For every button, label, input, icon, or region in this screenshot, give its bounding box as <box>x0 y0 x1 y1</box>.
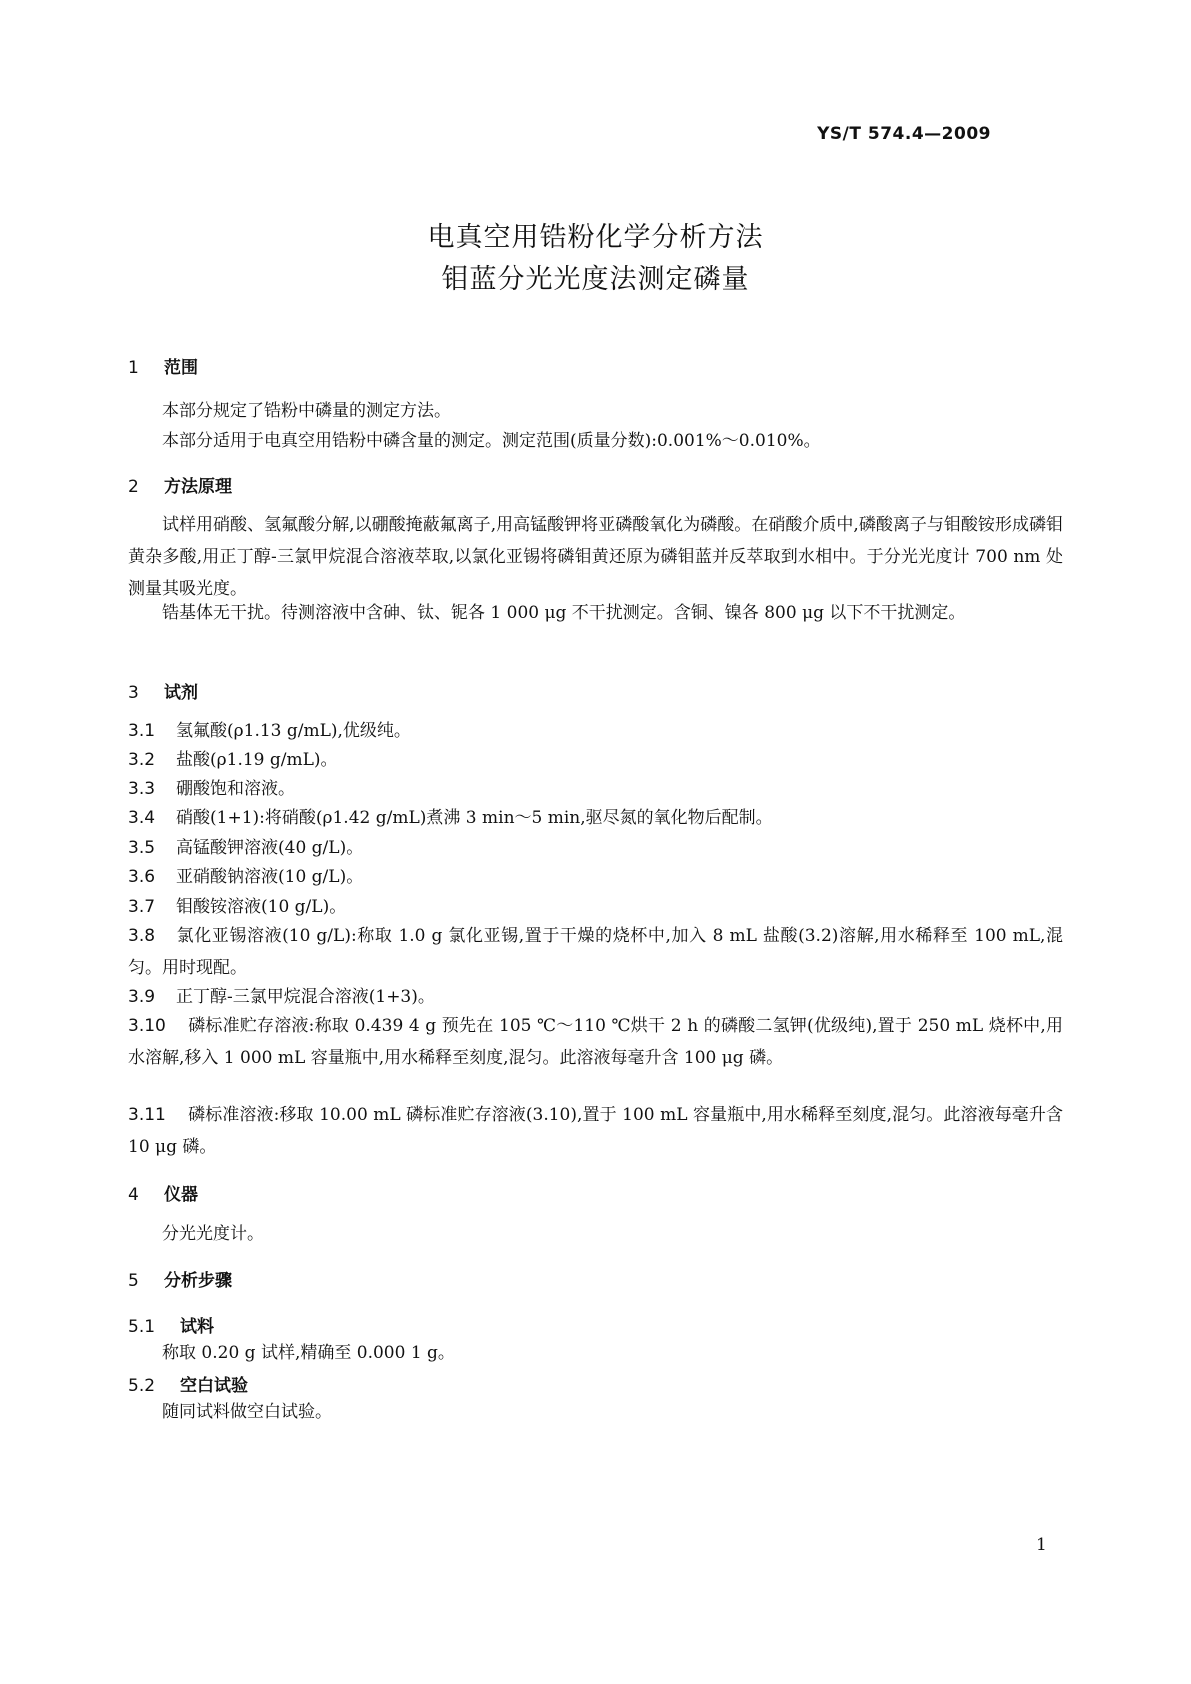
paragraph: 随同试料做空白试验。 <box>162 1402 332 1422</box>
item-text: 硝酸(1+1):将硝酸(ρ1.42 g/mL)煮沸 3 min～5 min,驱尽氮的氧化物后配制。 <box>176 808 773 828</box>
paragraph: 试样用硝酸、氢氟酸分解,以硼酸掩蔽氟离子,用高锰酸钾将亚磷酸氧化为磷酸。在硝酸介质中,磷酸离子与钼酸铵形成磷钼黄杂多酸,用正丁醇-三氯甲烷混合溶液萃取,以氯化亚锡将磷钼黄还原为磷钼蓝并反萃取到水相中。于分光光度计 700 nm 处测量其吸光度。 <box>128 515 1063 599</box>
reagent-item <box>128 832 1063 864</box>
item-text: 磷标准溶液:移取 10.00 mL 磷标准贮存溶液(3.10),置于 100 mL 容量瓶中,用水稀释至刻度,混匀。此溶液每毫升含 10 μg 磷。 <box>128 1105 1063 1157</box>
subsection-heading-test-portion <box>128 1312 214 1337</box>
item-text: 磷标准贮存溶液:称取 0.439 4 g 预先在 105 ℃～110 ℃烘干 2 h 的磷酸二氢钾(优级纯),置于 250 mL 烧杯中,用水溶解,移入 1 000 mL 容量瓶中,用水稀释至刻度,混匀。此溶液每毫升含 100 μg 磷。 <box>128 1016 1063 1068</box>
item-number: 3.4 <box>128 808 156 828</box>
section-heading-scope <box>128 353 198 378</box>
subsection-number: 5.2 <box>128 1376 156 1396</box>
section-number: 4 <box>128 1185 139 1205</box>
item-text: 氢氟酸(ρ1.13 g/mL),优级纯。 <box>176 721 411 741</box>
page-number: 1 <box>1036 1535 1047 1555</box>
reagent-item <box>128 773 1063 805</box>
paragraph: 锆基体无干扰。待测溶液中含砷、钛、铌各 1 000 μg 不干扰测定。含铜、镍各 800 μg 以下不干扰测定。 <box>162 603 966 623</box>
section-number: 5 <box>128 1271 139 1291</box>
section-heading-principle <box>128 472 232 497</box>
document-title-line1: 电真空用锆粉化学分析方法 <box>427 222 764 253</box>
item-text: 正丁醇-三氯甲烷混合溶液(1+3)。 <box>176 987 435 1007</box>
item-number: 3.7 <box>128 897 156 917</box>
item-text: 高锰酸钾溶液(40 g/L)。 <box>176 838 364 858</box>
section-title: 分析步骤 <box>164 1271 232 1291</box>
document-title-line2: 钼蓝分光光度法测定磷量 <box>441 264 750 295</box>
item-number: 3.10 <box>128 1016 166 1036</box>
section-heading-apparatus <box>128 1180 198 1205</box>
reagent-item <box>128 1010 1063 1074</box>
reagent-item <box>128 744 1063 776</box>
item-text: 硼酸饱和溶液。 <box>176 779 295 799</box>
reagent-item <box>128 715 1063 747</box>
item-text: 亚硝酸钠溶液(10 g/L)。 <box>176 867 364 887</box>
item-number: 3.9 <box>128 987 156 1007</box>
section-title: 试剂 <box>164 683 198 703</box>
item-number: 3.1 <box>128 721 156 741</box>
paragraph: 本部分规定了锆粉中磷量的测定方法。 <box>162 401 451 421</box>
subsection-number: 5.1 <box>128 1317 156 1337</box>
subsection-title: 试料 <box>180 1317 214 1337</box>
section-heading-reagents <box>128 678 198 703</box>
item-number: 3.11 <box>128 1105 166 1125</box>
reagent-item <box>128 891 1063 923</box>
item-number: 3.8 <box>128 926 156 946</box>
item-number: 3.5 <box>128 838 156 858</box>
section-number: 3 <box>128 683 139 703</box>
reagent-item <box>128 920 1063 984</box>
section-title: 方法原理 <box>164 477 232 497</box>
item-number: 3.2 <box>128 750 156 770</box>
paragraph: 称取 0.20 g 试样,精确至 0.000 1 g。 <box>162 1343 455 1363</box>
paragraph: 本部分适用于电真空用锆粉中磷含量的测定。测定范围(质量分数):0.001%～0.010%。 <box>162 431 821 451</box>
reagent-item <box>128 802 1063 834</box>
item-text: 氯化亚锡溶液(10 g/L):称取 1.0 g 氯化亚锡,置于干燥的烧杯中,加入 8 mL 盐酸(3.2)溶解,用水稀释至 100 mL,混匀。用时现配。 <box>128 926 1063 978</box>
reagent-item <box>128 861 1063 893</box>
item-number: 3.6 <box>128 867 156 887</box>
subsection-title: 空白试验 <box>180 1376 248 1396</box>
section-title: 仪器 <box>164 1185 198 1205</box>
subsection-heading-blank-test <box>128 1371 248 1396</box>
section-title: 范围 <box>164 358 198 378</box>
section-number: 2 <box>128 477 139 497</box>
reagent-item <box>128 1099 1063 1163</box>
standard-code: YS/T 574.4—2009 <box>817 124 991 144</box>
section-number: 1 <box>128 358 139 378</box>
paragraph: 分光光度计。 <box>162 1224 264 1244</box>
item-number: 3.3 <box>128 779 156 799</box>
item-text: 钼酸铵溶液(10 g/L)。 <box>176 897 347 917</box>
section-heading-procedure <box>128 1266 232 1291</box>
item-text: 盐酸(ρ1.19 g/mL)。 <box>176 750 338 770</box>
reagent-item <box>128 981 1063 1013</box>
